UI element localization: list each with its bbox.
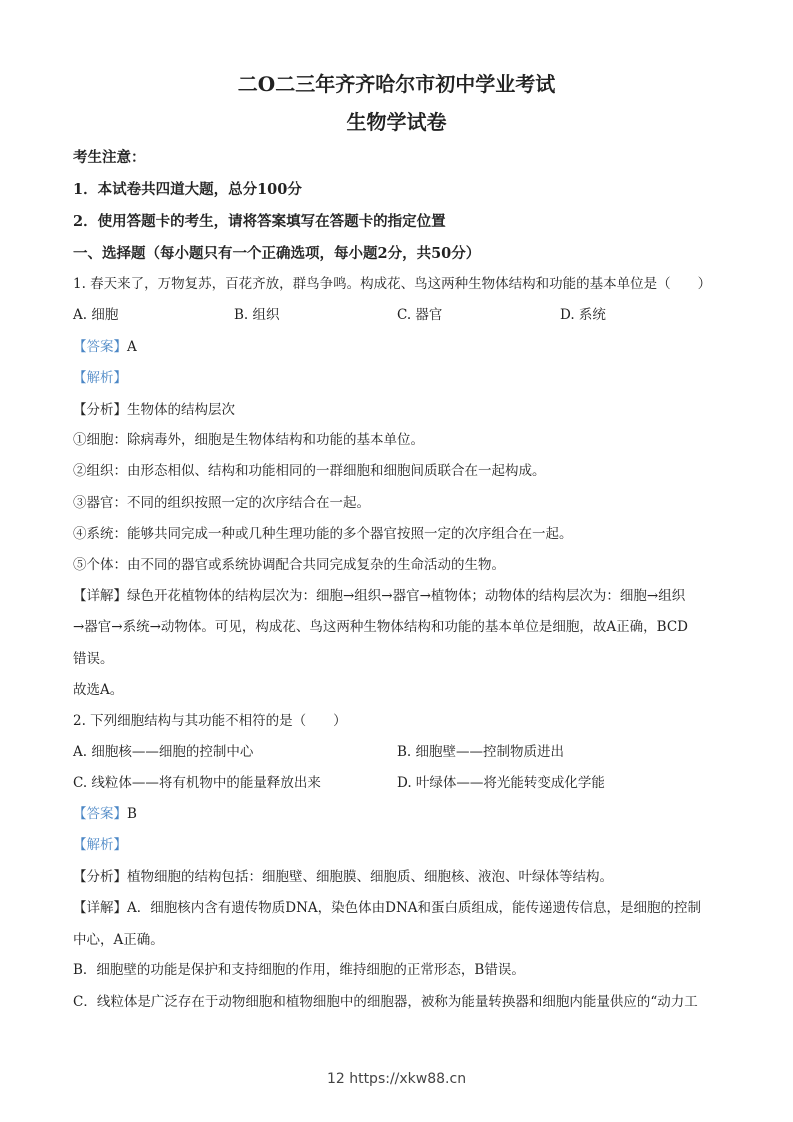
section-heading: 一、选择题（每小题只有一个正确选项，每小题2分，共50分） [73, 245, 481, 262]
q1-line: ⑤个体：由不同的器官或系统协调配合共同完成复杂的生命活动的生物。 [73, 557, 505, 573]
q1-option-a: A. 细胞 [73, 307, 119, 323]
q1-line: ③器官：不同的组织按照一定的次序结合在一起。 [73, 495, 370, 511]
q1-options [73, 306, 723, 324]
q2-line: 【分析】植物细胞的结构包括：细胞壁、细胞膜、细胞质、细胞核、液泡、叶绿体等结构。 [73, 869, 613, 885]
answer-value: B [127, 806, 137, 822]
q2-line: 中心，A正确。 [73, 932, 164, 948]
q1-line: 故选A。 [73, 682, 124, 698]
page-subtitle: 生物学试卷 [346, 110, 447, 134]
q2-option-c: C. 线粒体——将有机物中的能量释放出来 [73, 775, 321, 791]
page-title: 二O二三年齐齐哈尔市初中学业考试 [237, 72, 556, 96]
q1-option-b: B. 组织 [234, 307, 280, 323]
q2-option-a: A. 细胞核——细胞的控制中心 [73, 744, 254, 760]
q2-option-d: D. 叶绿体——将光能转变成化学能 [397, 775, 605, 791]
q2-line: 【详解】A．细胞核内含有遗传物质DNA，染色体由DNA和蛋白质组成，能传递遗传信息，是细胞的控制 [73, 900, 702, 916]
q1-line: ②组织：由形态相似、结构和功能相同的一群细胞和细胞间质联合在一起构成。 [73, 463, 546, 479]
answer-tag: 【答案】 [73, 339, 127, 355]
notice-item: 1．本试卷共四道大题，总分100分 [73, 181, 302, 198]
q2-answer [73, 805, 137, 823]
q2-line: B．细胞壁的功能是保护和支持细胞的作用，维持细胞的正常形态，B错误。 [73, 962, 525, 978]
q1-line: ①细胞：除病毒外，细胞是生物体结构和功能的基本单位。 [73, 432, 424, 448]
q1-line: 错误。 [73, 651, 114, 667]
notice-heading: 考生注意： [73, 149, 146, 166]
q1-line: 【详解】绿色开花植物体的结构层次为：细胞→组织→器官→植物体；动物体的结构层次为：细胞→组织 [73, 588, 686, 604]
q1-line: ④系统：能够共同完成一种或几种生理功能的多个器官按照一定的次序组合在一起。 [73, 526, 573, 542]
q2-line: C．线粒体是广泛存在于动物细胞和植物细胞中的细胞器，被称为能量转换器和细胞内能量供应的“动力工 [73, 994, 698, 1010]
page-footer: 12 https://xkw88.cn [326, 1071, 467, 1087]
q1-option-d: D. 系统 [560, 307, 606, 323]
q1-line: →器官→系统→动物体。可见，构成花、鸟这两种生物体结构和功能的基本单位是细胞，故A正确，BCD [73, 619, 689, 635]
q1-stem: 1. 春天来了，万物复苏，百花齐放，群鸟争鸣。构成花、鸟这两种生物体结构和功能的基本单位是（ ） [73, 276, 712, 292]
q2-option-b: B. 细胞壁——控制物质进出 [397, 744, 565, 760]
q2-analysis-tag: 【解析】 [73, 837, 127, 853]
q2-stem: 2. 下列细胞结构与其功能不相符的是（ ） [73, 713, 347, 729]
q1-analysis-tag: 【解析】 [73, 370, 127, 386]
answer-value: A [127, 339, 137, 355]
notice-item: 2．使用答题卡的考生，请将答案填写在答题卡的指定位置 [73, 213, 446, 230]
q2-options-row1 [73, 743, 723, 761]
q1-option-c: C. 器官 [397, 307, 443, 323]
q2-options-row2 [73, 774, 723, 792]
q1-answer [73, 338, 137, 356]
q1-line: 【分析】生物体的结构层次 [73, 402, 235, 418]
answer-tag: 【答案】 [73, 806, 127, 822]
